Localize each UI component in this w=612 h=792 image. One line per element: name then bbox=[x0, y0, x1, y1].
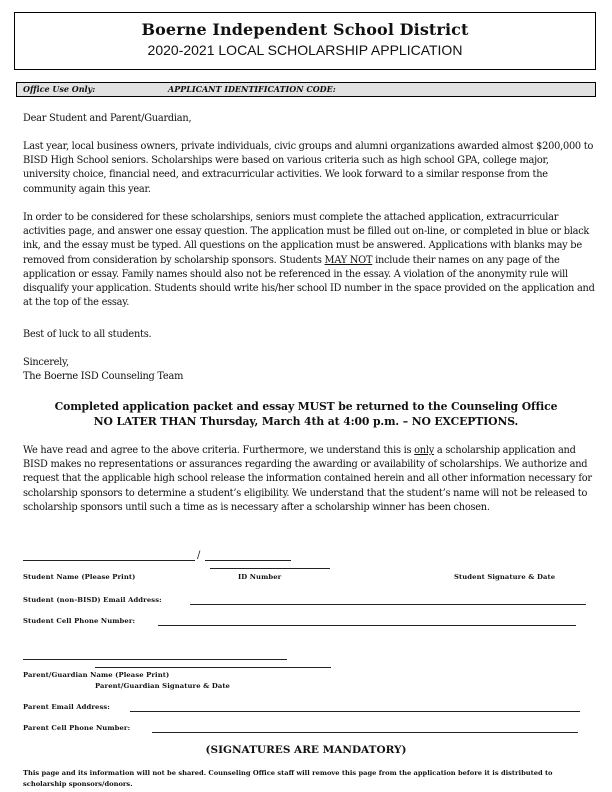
parent-phone-label: Parent Cell Phone Number: bbox=[23, 724, 131, 732]
student-email-label: Student (non-BISD) Email Address: bbox=[23, 596, 162, 604]
counseling-team: The Boerne ISD Counseling Team bbox=[23, 371, 184, 383]
paragraph-1: Last year, local business owners, private individuals, civic groups and alumni organizations awarded almost $200,000 to BISD High School seniors. Scholarships were based on various criteria such as high school GPA, college major, university choice, financial need, and extracurricular activities. We look forward to a similar response from the community again this year. bbox=[23, 141, 594, 195]
deadline-notice: Completed application packet and essay MUST be returned to the Counseling Office NO LATER THAN Thursday, March 4th at 4:00 p.m. – NO EXCEPTIONS. bbox=[54, 400, 558, 428]
office-use-label: Office Use Only: bbox=[23, 84, 96, 94]
signatures-mandatory: (SIGNATURES ARE MANDATORY) bbox=[205, 744, 407, 756]
signoff: Sincerely, The Boerne ISD Counseling Team bbox=[23, 356, 598, 384]
student-id-label: ID Number bbox=[238, 573, 282, 581]
parent-signature-line[interactable] bbox=[95, 667, 331, 668]
agreement-paragraph: We have read and agree to the above criteria. Furthermore, we understand this is only a scholarship application and BISD makes no representations or assurances regarding the awarding or availability of scholarships. We authorize and request that the applicable high school release the information contained herein and all other information necessary for scholarship sponsors to determine a student’s eligibility. We understand that the student’s name will not be released to scholarship sponsors until such a time as is necessary after a scholarship winner has been chosen. bbox=[23, 445, 592, 513]
student-name-line[interactable] bbox=[23, 560, 195, 561]
document-title: Boerne Independent School District bbox=[141, 20, 469, 39]
header-box bbox=[14, 12, 596, 70]
parent-email-label: Parent Email Address: bbox=[23, 703, 110, 711]
parent-name-line[interactable] bbox=[23, 659, 287, 660]
student-name-label: Student Name (Please Print) bbox=[23, 573, 136, 581]
parent-signature-label: Parent/Guardian Signature & Date bbox=[95, 682, 230, 690]
student-phone-line[interactable] bbox=[158, 625, 576, 626]
student-id-line[interactable] bbox=[205, 560, 291, 561]
parent-name-label: Parent/Guardian Name (Please Print) bbox=[23, 671, 170, 679]
salutation: Dear Student and Parent/Guardian, bbox=[23, 113, 192, 124]
student-phone-label: Student Cell Phone Number: bbox=[23, 617, 136, 625]
paragraph-2: In order to be considered for these scholarships, seniors must complete the attached application, extracurricular activities page, and answer one essay question. The application must be filled out on-line, or completed in blue or black ink, and the essay must be typed. All questions on the application must be answered. Applications with blanks may be removed from consideration by scholarship sponsors. Students MAY NOT include their names on any page of the application or essay. Family names should also not be referenced in the essay. A violation of the anonymity rule will disqualify your application. Students should write his/her school ID number in the space provided on the application and at the top of the essay. bbox=[23, 212, 595, 309]
closing-wish: Best of luck to all students. bbox=[23, 329, 152, 340]
footer-note: This page and its information will not be shared. Counseling Office staff will remove this page from the application before it is distributed to scholarship sponsors/donors. bbox=[23, 769, 553, 788]
student-signature-label: Student Signature & Date bbox=[454, 573, 556, 581]
slash-separator: / bbox=[197, 550, 201, 561]
only-emphasis: only bbox=[414, 445, 435, 456]
office-use-bar bbox=[16, 82, 596, 97]
parent-phone-line[interactable] bbox=[152, 732, 578, 733]
applicant-code-label: APPLICANT IDENTIFICATION CODE: bbox=[168, 84, 336, 94]
parent-email-line[interactable] bbox=[130, 711, 580, 712]
document-subtitle: 2020-2021 LOCAL SCHOLARSHIP APPLICATION bbox=[147, 42, 463, 58]
may-not-emphasis: MAY NOT bbox=[324, 254, 373, 266]
student-email-line[interactable] bbox=[190, 604, 586, 605]
student-signature-line[interactable] bbox=[210, 568, 330, 569]
